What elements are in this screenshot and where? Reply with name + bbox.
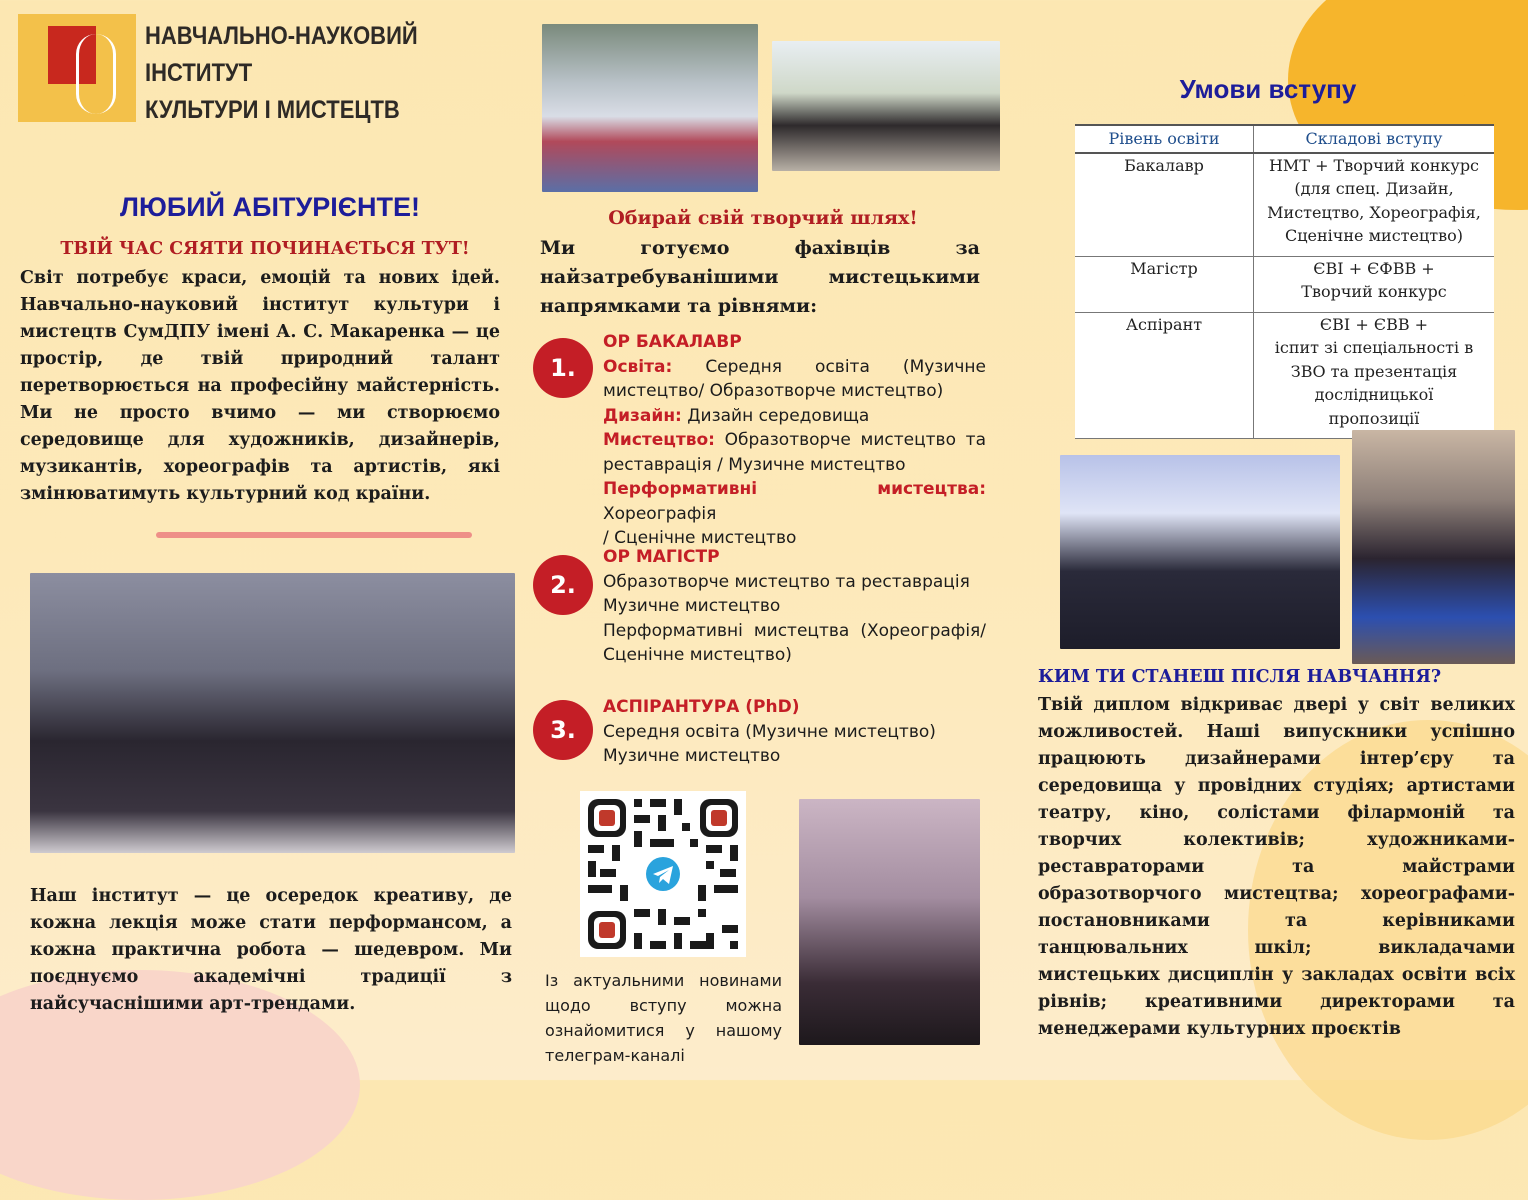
program-line [603, 453, 986, 478]
text-line: танцювальних шкіл; викладачами [1038, 938, 1515, 958]
graduation-caps-photo [772, 41, 1000, 171]
program-line-text: Образотворче мистецтво та [714, 430, 986, 450]
text-line: поєднуємо академічні традиції з [30, 967, 512, 987]
institute-name-line: ІНСТИТУТ [145, 59, 253, 87]
text-line: середовище для художників, дизайнерів, [20, 430, 500, 450]
text-line: реставраторами та майстрами [1038, 857, 1515, 877]
text-line: ознайомитися у нашому [545, 1021, 782, 1040]
table-cell-line: пропозиції [1328, 408, 1420, 428]
table-cell-line: Сценічне мистецтво) [1285, 226, 1463, 245]
text-line: щодо вступу можна [545, 996, 782, 1015]
program-line [603, 379, 986, 404]
program-line-text: Середня освіта (Музичне [672, 356, 986, 377]
text-line: мистецьких дисциплін у закладах освіти всіх [1038, 965, 1515, 985]
table-row [1075, 312, 1494, 439]
costumed-performers-photo [1352, 430, 1515, 664]
program-line-text: мистецтво/ Образотворче мистецтво) [603, 381, 944, 401]
text-line: середовища у провідних студіях; артистами [1038, 776, 1515, 796]
text-line: творчих колективів; художниками- [1038, 830, 1515, 850]
text-line: менеджерами культурних проєктів [1038, 1019, 1401, 1039]
institute-name-line: НАВЧАЛЬНО-НАУКОВИЙ [145, 22, 418, 50]
text-line: Світ потребує краси, емоцій та нових ідей. [20, 268, 500, 288]
program-title: АСПІРАНТУРА (PhD) [603, 697, 800, 717]
middle-intro [540, 234, 980, 321]
text-line: простір, де твій природний талант [20, 349, 500, 369]
table-cell-level: Бакалавр [1075, 153, 1254, 257]
table-header: Рівень освіти [1075, 125, 1254, 153]
program-line: Перформативні мистецтва (Хореографія/ [603, 620, 986, 641]
anniversary-photo [1060, 455, 1340, 649]
institute-name-line: КУЛЬТУРИ І МИСТЕЦТВ [145, 96, 400, 124]
program-line [603, 355, 986, 380]
program-phd [603, 695, 986, 769]
admission-table [1075, 124, 1494, 439]
text-line: Ми не просто вчимо — ми створюємо [20, 403, 500, 423]
text-line: телеграм-каналі [545, 1046, 685, 1065]
text-line: мистецтв СумДПУ імені А. С. Макаренка — це [20, 322, 500, 342]
program-line-text: реставрація / Музичне мистецтво [603, 454, 906, 475]
program-number-badge: 3. [533, 700, 593, 760]
program-title: ОР МАГІСТР [603, 547, 720, 567]
career-heading: КИМ ТИ СТАНЕШ ПІСЛЯ НАВЧАННЯ? [1038, 667, 1442, 687]
text-line: образотворчого мистецтва; хореографами- [1038, 884, 1515, 904]
program-bachelor [603, 330, 986, 551]
program-line-key: Освіта: [603, 356, 673, 377]
program-line [603, 477, 986, 526]
table-header: Складові вступу [1254, 125, 1495, 153]
program-line: Середня освіта (Музичне мистецтво) [603, 721, 936, 742]
program-master [603, 545, 986, 668]
text-line: музикантів, хореографів та артистів, які [20, 457, 500, 477]
table-cell-line: Мистецтво, Хореографія, [1267, 202, 1481, 222]
text-line: кожна лекція може стати перформансом, а [30, 913, 512, 933]
text-line: рівнів; креативними директорами та [1038, 992, 1515, 1012]
outro-paragraph [30, 883, 512, 1018]
text-line: Навчально-науковий інститут культури і [20, 295, 500, 315]
dance-stage-photo [542, 24, 758, 192]
group-photo-graduates [30, 573, 515, 853]
intro-paragraph [20, 265, 500, 508]
creative-path-heading: Обирай свій творчий шлях! [608, 207, 918, 229]
table-cell-line: НМТ + Творчий конкурс [1268, 155, 1480, 175]
table-cell-level: Магістр [1075, 256, 1254, 312]
admission-table-wrap [1075, 124, 1494, 439]
program-number-badge: 1. [533, 338, 593, 398]
table-row [1075, 256, 1494, 312]
text-line: Із актуальними новинами [545, 971, 782, 990]
table-cell-line: ЄВІ + ЄФВВ + [1313, 258, 1435, 278]
text-line: найзатребуванішими мистецькими [540, 266, 980, 288]
greeting-subheading: ТВІЙ ЧАС СЯЯТИ ПОЧИНАЄТЬСЯ ТУТ! [60, 239, 470, 259]
table-cell-requirements [1254, 256, 1495, 312]
table-cell-requirements [1254, 153, 1495, 257]
career-paragraph [1038, 692, 1515, 1043]
program-line: Музичне мистецтво [603, 746, 781, 766]
telegram-qr-code[interactable] [580, 791, 746, 957]
program-line-key: Дизайн: [603, 405, 682, 426]
table-row [1075, 153, 1494, 257]
institute-logo [18, 14, 136, 122]
program-line-text: / Сценічне мистецтво [603, 528, 797, 548]
telegram-caption [545, 968, 782, 1068]
table-cell-line: Творчий конкурс [1301, 282, 1447, 301]
admission-heading: Умови вступу [1179, 74, 1357, 104]
text-line: змінюватимуть культурний код країни. [20, 484, 431, 504]
saxophonist-photo [799, 799, 980, 1045]
table-cell-line: ЄВІ + ЄВВ + [1319, 314, 1429, 334]
program-number-badge: 2. [533, 555, 593, 615]
program-line-key: Перформативні мистецтва: [603, 479, 986, 499]
text-line: працюють дизайнерами інтер’єру та [1038, 749, 1515, 769]
text-line: Твій диплом відкриває двері у світ великих [1038, 695, 1515, 715]
text-line: театру, кіно, солістами філармоній та [1038, 803, 1515, 823]
program-line: Музичне мистецтво [603, 596, 781, 616]
text-line: перетворюється на професійну майстерність. [20, 376, 500, 396]
program-line: Образотворче мистецтво та реставрація [603, 571, 970, 592]
text-line: напрямками та рівнями: [540, 295, 818, 317]
program-line [603, 428, 986, 453]
program-line [603, 404, 986, 429]
program-line-text: Хореографія [603, 503, 717, 524]
text-line: Наш інститут — це осередок креативу, де [30, 886, 512, 906]
program-title: ОР БАКАЛАВР [603, 332, 742, 352]
table-cell-line: ЗВО та презентація [1290, 361, 1458, 381]
table-cell-line: дослідницької [1314, 385, 1434, 404]
table-cell-level: Аспірант [1075, 312, 1254, 439]
table-cell-line: (для спец. Дизайн, [1294, 179, 1454, 198]
greeting-heading: ЛЮБИЙ АБІТУРІЄНТЕ! [120, 192, 420, 222]
program-line-text: Дизайн середовища [681, 405, 870, 426]
table-cell-requirements [1254, 312, 1495, 439]
program-line-key: Мистецтво: [603, 430, 715, 450]
text-line: Ми готуємо фахівців за [540, 237, 980, 259]
table-cell-line: іспит зі спеціальності в [1274, 338, 1474, 357]
institute-name [145, 18, 418, 129]
program-line: Сценічне мистецтво) [603, 645, 792, 665]
text-line: кожна практична робота — шедевром. Ми [30, 940, 512, 960]
text-line: найсучаснішими арт-трендами. [30, 994, 356, 1014]
divider [156, 532, 472, 538]
text-line: постановниками та керівниками [1038, 911, 1515, 931]
text-line: можливостей. Наші випускники успішно [1038, 722, 1515, 742]
